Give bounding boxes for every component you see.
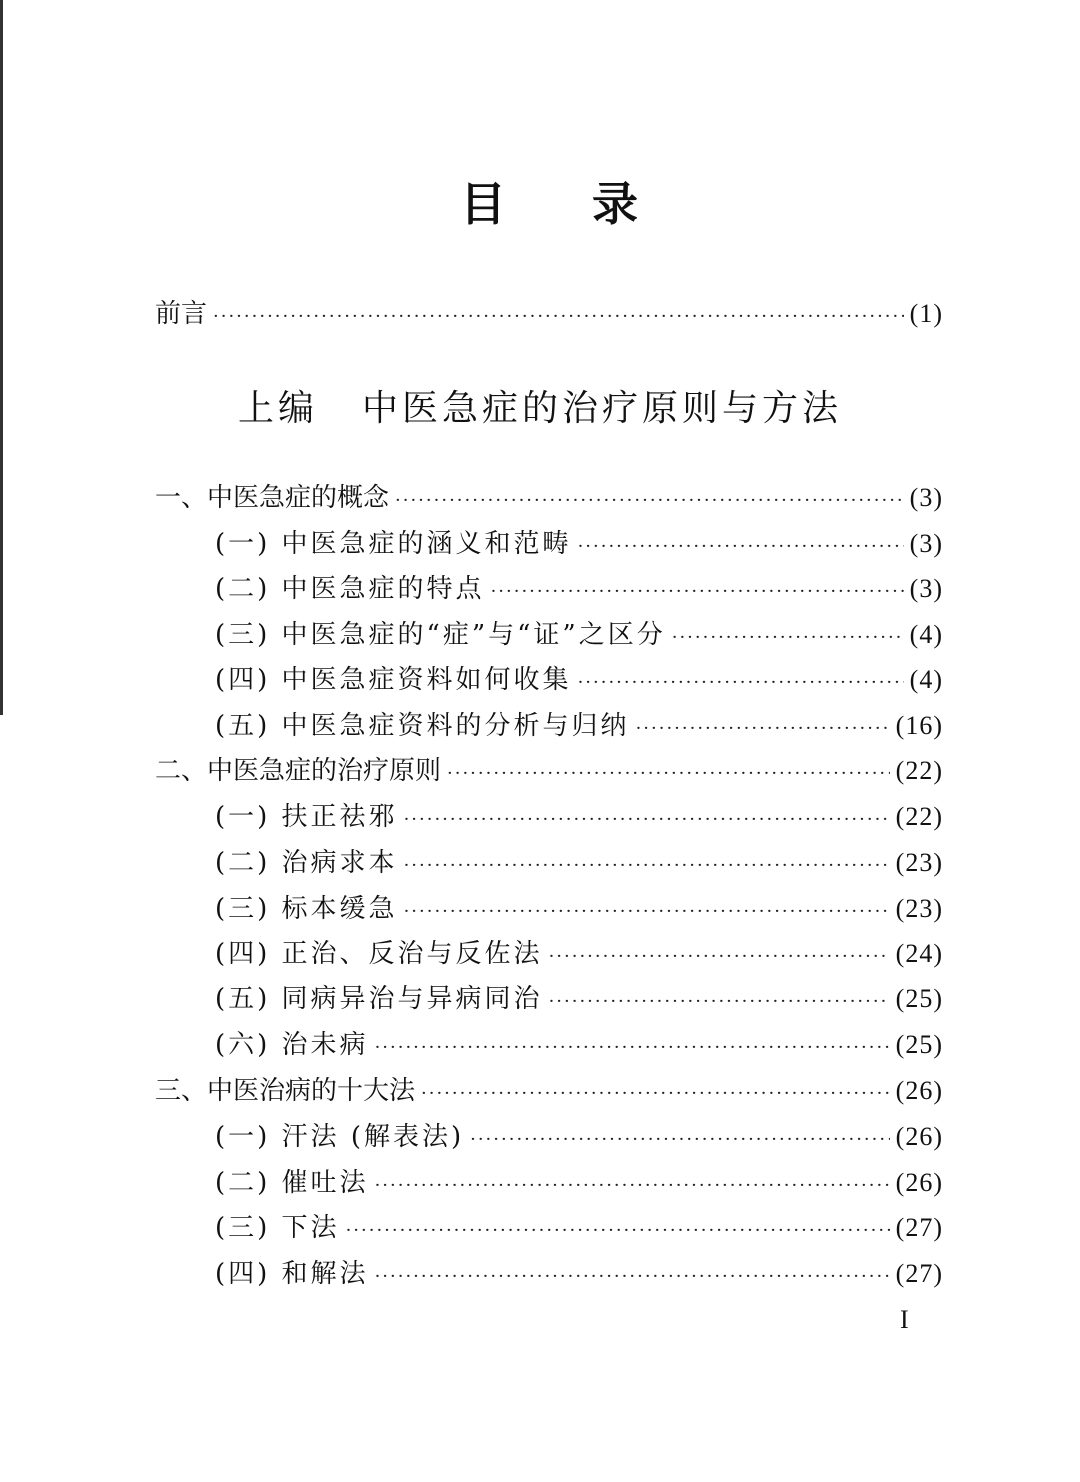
toc-entry-label: (二) 催吐法 xyxy=(215,1168,369,1198)
toc-entry-page: (16) xyxy=(895,711,943,740)
toc-entry-page: (4) xyxy=(909,665,943,694)
toc-entry[interactable] xyxy=(215,571,943,607)
part-heading xyxy=(0,380,1080,431)
toc-entry-label: (四) 正治、反治与反佐法 xyxy=(215,939,543,969)
toc-entry[interactable] xyxy=(215,936,943,972)
toc-entry-label: (三) 标本缓急 xyxy=(215,894,398,924)
toc-entry-page: (27) xyxy=(895,1213,943,1242)
toc-entry-page: (22) xyxy=(895,756,943,785)
toc-entry-label: 一、中医急症的概念 xyxy=(155,483,390,513)
dot-leader xyxy=(213,299,904,335)
toc-entry-page: (3) xyxy=(909,574,943,603)
toc-entry-label: (一) 中医急症的涵义和范畴 xyxy=(215,529,572,559)
title-char-2: 录 xyxy=(592,177,638,231)
dot-leader xyxy=(404,894,890,930)
toc-entry-page: (27) xyxy=(895,1259,943,1288)
toc-entry-label: (一) 汗法 (解表法) xyxy=(215,1122,465,1152)
toc-entry-label: (三) 中医急症的“症”与“证”之区分 xyxy=(215,620,666,650)
toc-entry-label: 前言 xyxy=(155,299,208,329)
dot-leader xyxy=(404,848,890,884)
toc-entry-label: (三) 下法 xyxy=(215,1213,340,1243)
dot-leader xyxy=(375,1259,890,1295)
toc-entry-label: (六) 治未病 xyxy=(215,1030,369,1060)
toc-entry[interactable] xyxy=(155,1073,943,1109)
toc-entry[interactable] xyxy=(215,981,943,1017)
dot-leader xyxy=(578,665,904,701)
dot-leader xyxy=(375,1030,890,1066)
toc-entry-label: (二) 治病求本 xyxy=(215,848,398,878)
dot-leader xyxy=(491,574,904,610)
toc-entry[interactable] xyxy=(215,845,943,881)
part-name: 中医急症的治疗原则与方法 xyxy=(362,388,843,429)
toc-entry[interactable] xyxy=(155,753,943,789)
dot-leader xyxy=(375,1168,890,1204)
toc-entry-page: (26) xyxy=(895,1168,943,1197)
dot-leader xyxy=(421,1076,890,1112)
toc-entry-page: (26) xyxy=(895,1122,943,1151)
dot-leader xyxy=(549,984,890,1020)
toc-entry-label: (四) 和解法 xyxy=(215,1259,369,1289)
toc-entry[interactable] xyxy=(215,1165,943,1201)
toc-entry-label: (五) 同病异治与异病同治 xyxy=(215,984,543,1014)
toc-entry[interactable] xyxy=(155,480,943,516)
toc-entry-label: (一) 扶正祛邪 xyxy=(215,802,398,832)
dot-leader xyxy=(578,529,904,565)
toc-entry-page: (22) xyxy=(895,802,943,831)
toc-entry[interactable] xyxy=(215,617,943,653)
dot-leader xyxy=(447,756,890,792)
dot-leader xyxy=(470,1122,890,1158)
toc-entry-label: (二) 中医急症的特点 xyxy=(215,574,485,604)
part-label: 上编 xyxy=(237,388,318,429)
toc-entry[interactable] xyxy=(215,526,943,562)
toc-entry-page: (26) xyxy=(895,1076,943,1105)
toc-entry-label: 二、中医急症的治疗原则 xyxy=(155,756,442,786)
toc-entry[interactable] xyxy=(215,1256,943,1292)
toc-entry[interactable] xyxy=(215,662,943,698)
toc-entry-page: (1) xyxy=(909,299,943,328)
dot-leader xyxy=(549,939,890,975)
toc-entry-page: (25) xyxy=(895,1030,943,1059)
toc-entry-page: (3) xyxy=(909,483,943,512)
toc-entry-preface[interactable] xyxy=(155,296,943,332)
dot-leader xyxy=(404,802,890,838)
toc-entry[interactable] xyxy=(215,1119,943,1155)
toc-entry[interactable] xyxy=(215,1210,943,1246)
toc-entry[interactable] xyxy=(215,799,943,835)
toc-entry-label: 三、中医治病的十大法 xyxy=(155,1076,416,1106)
toc-entry-page: (23) xyxy=(895,894,943,923)
toc-entry[interactable] xyxy=(215,891,943,927)
toc-entry-page: (23) xyxy=(895,848,943,877)
toc-entry-page: (25) xyxy=(895,984,943,1013)
toc-entry-page: (4) xyxy=(909,620,943,649)
dot-leader xyxy=(395,483,904,519)
toc-entry[interactable] xyxy=(215,1027,943,1063)
title-char-1: 目 xyxy=(460,177,506,231)
toc-entry-label: (四) 中医急症资料如何收集 xyxy=(215,665,572,695)
page-number: I xyxy=(900,1305,909,1334)
dot-leader xyxy=(346,1213,890,1249)
toc-entry-page: (3) xyxy=(909,529,943,558)
toc-entry-label: (五) 中医急症资料的分析与归纳 xyxy=(215,711,630,741)
dot-leader xyxy=(672,620,904,656)
toc-entry-page: (24) xyxy=(895,939,943,968)
toc-entry[interactable] xyxy=(215,708,943,744)
dot-leader xyxy=(636,711,890,747)
scan-edge-line xyxy=(0,0,3,715)
